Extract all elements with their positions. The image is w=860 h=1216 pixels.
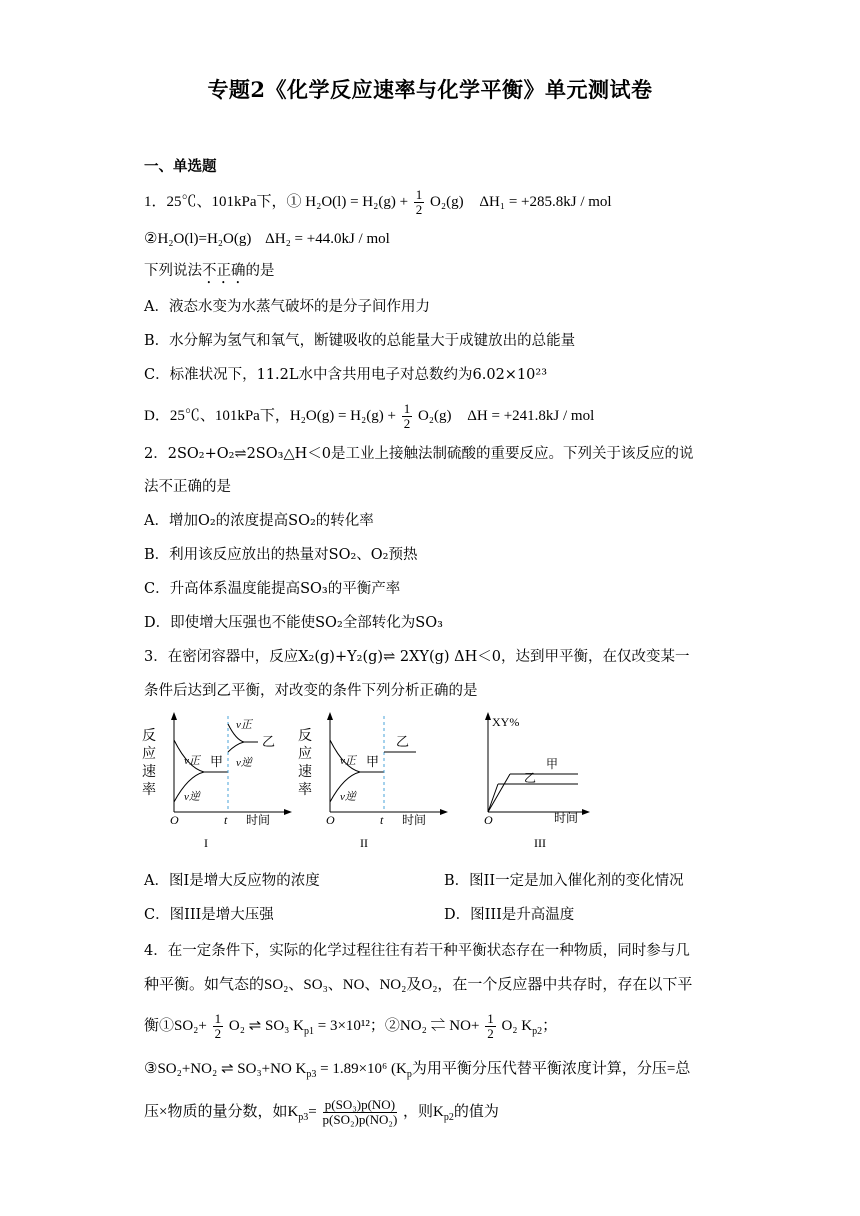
q3-graphs (140, 712, 600, 857)
q3-option-a: A．图I是增大反应物的浓度 (144, 873, 320, 889)
svg-text:乙: 乙 (524, 771, 537, 785)
q4-equilibrium-3: ③SO₂+NO₂ ⇌ SO₃+NO $K_{p3} = 1.89\times 10^6$ ($K_p$为用平衡分压代替平衡浓度计算，分压=总 (144, 1061, 691, 1080)
svg-text:甲: 甲 (546, 757, 559, 771)
svg-text:v正: v正 (236, 719, 252, 731)
q1-stem (144, 188, 612, 217)
svg-text:I: I (204, 836, 208, 850)
q3-stem-line1: 3．在密闭容器中，反应X₂(g)+Y₂(g)⇌ 2XY(g) ΔH＜0，达到甲平衡，在仅改变某一 (144, 649, 690, 665)
q3-option-b: B．图II一定是加入催化剂的变化情况 (444, 873, 684, 889)
q1-stem-text: 1．25℃、101kPa下，① (144, 193, 302, 210)
svg-text:时间: 时间 (402, 813, 427, 827)
v-forward-label: v正 (184, 755, 200, 767)
svg-text:乙: 乙 (396, 734, 410, 749)
graph-2 (298, 712, 448, 850)
q1-eq2: ②H₂O(l)=H₂O(g) (144, 231, 252, 247)
page-title: 专题2《化学反应速率与化学平衡》单元测试卷 (207, 77, 653, 102)
q1-prompt: 下列说法不正确的是 (144, 263, 275, 279)
svg-text:v正: v正 (340, 755, 356, 767)
svg-text:率: 率 (298, 783, 312, 798)
q1-dh1: ΔH₁ = +285.8kJ / mol (479, 193, 612, 210)
svg-text:甲: 甲 (210, 754, 224, 769)
q1-option-d: D．25℃、101kPa下，H₂O(g) = H₂(g) + $\frac{1}{2}$ O₂(g) ΔH = +241.8kJ / mol (144, 401, 595, 431)
axis-label: 反 (142, 729, 156, 744)
q1-eq1-left: H₂O(l) = H₂(g) + (305, 193, 409, 210)
v-reverse-label: v逆 (184, 791, 200, 803)
svg-text:t: t (224, 813, 228, 827)
svg-text:O: O (170, 813, 179, 827)
q2-option-a: A．增加O₂的浓度提高SO₂的转化率 (144, 513, 374, 529)
kp3-fraction: $\frac{\text{p(SO₃)p(NO)}}{\text{p(SO₂)p(NO₂)}}$ (322, 1097, 398, 1127)
q4-stem-line1: 4．在一定条件下，实际的化学过程往往有若干种平衡状态存在一种物质，同时参与几 (144, 943, 690, 959)
q2-option-d: D．即使增大压强也不能使SO₂全部转化为SO₃ (144, 615, 443, 631)
svg-text:应: 应 (298, 747, 312, 762)
q3-stem-line2: 条件后达到乙平衡，对改变的条件下列分析正确的是 (144, 683, 478, 699)
q4-last-line: 压×物质的量分数，如$K_{p3}=$ $\frac{\text{p(SO₃)p(NO)}}{\text{p(SO₂)p(NO₂)}}$ ，则$K_{p2}$的值为 (144, 1097, 499, 1127)
q3-option-c: C．图III是增大压强 (144, 907, 274, 923)
svg-text:XY%: XY% (492, 715, 520, 729)
q2-option-c: C．升高体系温度能提高SO₃的平衡产率 (144, 581, 401, 597)
fraction-half: $\frac{1}{2}$ (415, 187, 423, 217)
svg-text:O: O (484, 813, 493, 827)
graph-3 (484, 712, 590, 850)
svg-text:v逆: v逆 (340, 791, 356, 803)
svg-text:II: II (360, 836, 368, 850)
section-heading: 一、单选题 (144, 158, 217, 175)
q1-eq2-line (144, 228, 390, 250)
svg-text:v逆: v逆 (236, 757, 252, 769)
svg-text:应: 应 (142, 747, 156, 762)
svg-text:III: III (534, 836, 546, 850)
fraction-half: $\frac{1}{2}$ (403, 401, 411, 431)
fraction-half: $\frac{1}{2}$ (214, 1011, 222, 1041)
svg-text:速: 速 (298, 765, 312, 780)
svg-text:O: O (326, 813, 335, 827)
svg-text:反: 反 (298, 729, 312, 744)
graph-1 (142, 712, 292, 850)
emphasis-text: 不正确 (202, 263, 246, 279)
svg-text:乙: 乙 (262, 734, 276, 749)
q1-option-b: B．水分解为氢气和氧气，断键吸收的总能量大于成键放出的总能量 (144, 333, 576, 349)
q3-option-d: D．图III是升高温度 (444, 907, 575, 923)
svg-text:t: t (380, 813, 384, 827)
q4-stem-line2: 种平衡。如气态的SO₂、SO₃、NO、NO₂及O₂，在一个反应器中共存时，存在以下平 (144, 977, 693, 993)
q2-stem-line2: 法不正确的是 (144, 479, 231, 495)
q2-option-b: B．利用该反应放出的热量对SO₂、O₂预热 (144, 547, 418, 563)
svg-text:时间: 时间 (554, 811, 579, 825)
svg-text:时间: 时间 (246, 813, 271, 827)
q1-eq1-right: O₂(g) (430, 193, 464, 210)
svg-text:速: 速 (142, 765, 156, 780)
q4-equilibria-1-2: 衡①SO₂+ $\frac{1}{2}$ O₂ ⇌ SO₃ $K_{p1} = 3\times 10^{12}$；②NO₂ ⇌ NO+ $\frac{1}{2}$ O₂ $K_{p2}$； (144, 1011, 558, 1041)
q1-option-c: C．标准状况下，11.2L水中含共用电子对总数约为6.02×10²³ (144, 367, 548, 383)
q2-stem-line1: 2．2SO₂+O₂⇌2SO₃△H＜0是工业上接触法制硫酸的重要反应。下列关于该反应的说 (144, 446, 694, 462)
q1-dh2: ΔH₂ = +44.0kJ / mol (265, 231, 390, 247)
fraction-half: $\frac{1}{2}$ (487, 1011, 494, 1041)
q1-option-a: A．液态水变为水蒸气破坏的是分子间作用力 (144, 299, 430, 315)
svg-text:甲: 甲 (366, 754, 380, 769)
svg-text:率: 率 (142, 783, 156, 798)
